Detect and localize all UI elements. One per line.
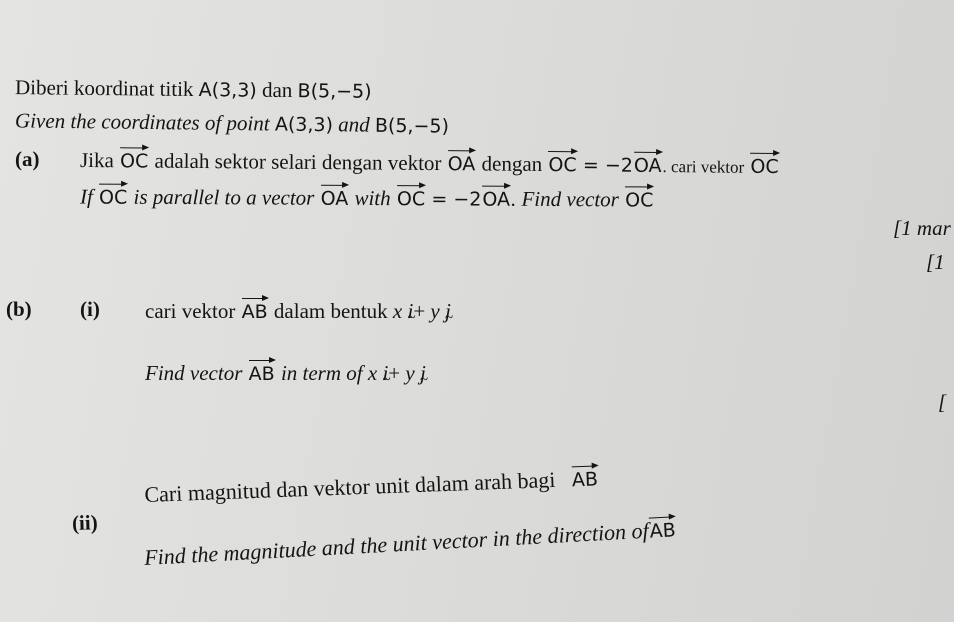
part-a-english — [80, 183, 655, 213]
point-a: A(3,3) — [198, 79, 257, 102]
equation-minus-two: = −2 — [582, 154, 634, 177]
equation-minus-two-en: = −2 — [431, 188, 482, 211]
part-a-malay-t2: adalah sektor selari dengan vektor — [154, 148, 442, 176]
form-j-en: j ~ — [420, 360, 426, 386]
intro-malay — [15, 74, 372, 105]
vector-oc-en: OC — [98, 185, 128, 211]
part-b-i-english — [145, 360, 426, 387]
vector-ab-ii: AB — [570, 466, 599, 493]
vector-oa-en: OA — [320, 186, 350, 212]
vector-oc-find-en: OC — [624, 187, 654, 213]
form-y-en: y — [405, 361, 415, 385]
part-a-label: (a) — [15, 147, 40, 171]
part-b-i-english-text2: in term of — [280, 361, 363, 385]
intro-english-and: and — [338, 112, 370, 137]
form-i: i ~ — [407, 298, 413, 324]
mark-a-2: [1 — [926, 250, 945, 274]
vector-oc-eq: OC — [547, 152, 577, 178]
part-a-english-t2: is parallel to a vector — [133, 184, 315, 210]
vector-ab-en: AB — [248, 363, 275, 385]
mark-b-i: [ — [938, 390, 947, 414]
form-j: j ~ — [445, 298, 451, 324]
point-b: B(5,−5) — [297, 80, 372, 103]
part-a-malay-t3: dengan — [481, 151, 543, 176]
part-a-english-t1: If — [79, 184, 93, 209]
form-x: x — [392, 299, 403, 323]
vector-oc-find: OC — [749, 154, 779, 180]
part-b-label: (b) — [6, 297, 32, 321]
vector-oa-eq-en: OA — [481, 187, 511, 213]
mark-a-1: [1 mar — [893, 216, 951, 240]
point-a-en: A(3,3) — [274, 113, 334, 137]
part-b-ii-malay-text: Cari magnitud dan vektor unit dalam arah bagi — [144, 466, 556, 508]
intro-english-text: Given the coordinates of point — [14, 108, 270, 136]
vector-oc: OC — [119, 148, 149, 174]
part-a-english-t3: with — [354, 185, 391, 211]
part-b-ii-english-text: Find the magnitude and the unit vector in the direction of — [143, 517, 650, 571]
form-i-en: i ~ — [382, 360, 388, 386]
form-x-en: x — [367, 361, 378, 385]
intro-malay-text: Diberi koordinat titik — [14, 75, 194, 102]
vector-ab: AB — [241, 301, 268, 323]
part-a-malay-t4: . cari vektor — [662, 157, 745, 177]
vector-oc-eq-en: OC — [396, 186, 426, 212]
part-b-i-english-text: Find vector — [145, 361, 243, 385]
part-a-english-t4: . Find vector — [510, 186, 619, 212]
part-b-i-malay — [145, 298, 451, 325]
vector-oa: OA — [447, 151, 477, 177]
part-b-i-label: (i) — [80, 297, 100, 321]
part-b-ii-english — [144, 516, 678, 572]
part-b-i-malay-text: cari vektor — [145, 299, 236, 323]
point-b-en: B(5,−5) — [374, 114, 450, 138]
form-plus: + — [413, 299, 426, 323]
form-y: y — [430, 299, 440, 323]
part-a-malay — [80, 147, 780, 181]
part-b-i-malay-text2: dalam bentuk — [273, 299, 388, 323]
part-a-malay-t1: Jika — [79, 147, 114, 173]
form-plus-en: + — [388, 361, 401, 385]
vector-oa-eq: OA — [633, 153, 663, 179]
part-b-ii-malay — [144, 465, 599, 509]
intro-malay-dan: dan — [261, 77, 293, 103]
part-b-ii-label: (ii) — [71, 510, 98, 535]
intro-english — [15, 107, 449, 139]
vector-ab-ii-en: AB — [648, 517, 677, 544]
